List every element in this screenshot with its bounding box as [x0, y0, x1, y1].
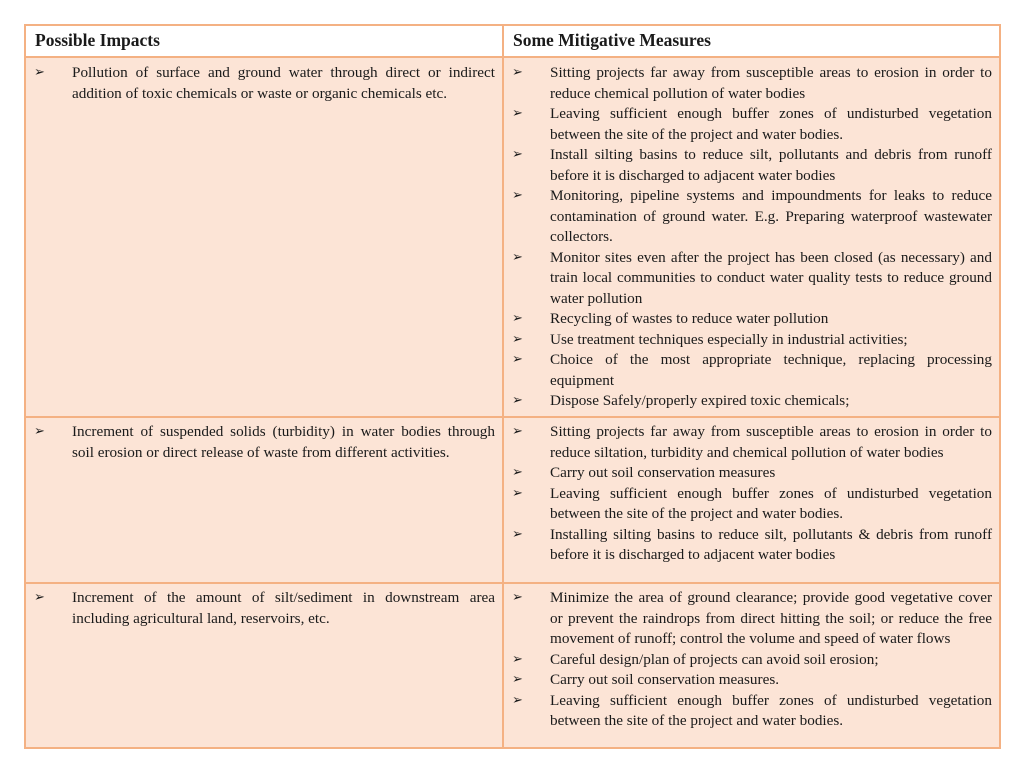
impact-cell — [25, 417, 503, 583]
arrowhead-bullet-icon: ➢ — [512, 692, 523, 708]
list-item — [512, 330, 992, 351]
list-item — [512, 248, 992, 310]
header-row — [25, 25, 1000, 57]
measure-text: Carry out soil conservation measures — [550, 464, 776, 481]
list-item — [34, 422, 495, 463]
list-item — [512, 350, 992, 391]
arrowhead-bullet-icon: ➢ — [512, 526, 523, 542]
impact-text: Pollution of surface and ground water through direct or indirect addition of toxic chemicals or waste or organic chemicals etc. — [72, 64, 495, 102]
table-row — [25, 583, 1000, 748]
list-item — [512, 391, 992, 412]
arrowhead-bullet-icon: ➢ — [512, 147, 523, 162]
list-item — [512, 145, 992, 186]
measure-text: Minimize the area of ground clearance; provide good vegetative cover or prevent the raindrops from direct hitting the soil; or reduce the free movement of runoff; control the volume and speed of water flows — [550, 589, 992, 647]
list-item — [512, 309, 992, 330]
impact-cell — [25, 583, 503, 748]
list-item — [512, 691, 992, 732]
table-row — [25, 417, 1000, 583]
arrowhead-bullet-icon: ➢ — [512, 249, 523, 265]
measure-text: Recycling of wastes to reduce water pollution — [550, 310, 829, 327]
list-item — [512, 63, 992, 104]
measures-cell — [503, 417, 1000, 583]
list-item — [512, 670, 992, 691]
impacts-mitigation-table — [24, 24, 1001, 749]
header-mitigative-measures: Some Mitigative Measures — [503, 25, 1000, 57]
impact-cell — [25, 57, 503, 417]
measure-text: Sitting projects far away from susceptible areas to erosion in order to reduce siltation, turbidity and chemical pollution of water bodies — [550, 423, 992, 461]
measures-cell — [503, 57, 1000, 417]
list-item — [512, 484, 992, 525]
header-possible-impacts: Possible Impacts — [25, 25, 503, 57]
arrowhead-bullet-icon: ➢ — [512, 311, 523, 326]
measure-text: Leaving sufficient enough buffer zones of undisturbed vegetation between the site of the project and water bodies. — [550, 484, 992, 522]
arrowhead-bullet-icon: ➢ — [34, 590, 45, 605]
measure-text: Dispose Safely/properly expired toxic chemicals; — [550, 392, 850, 409]
list-item — [34, 588, 495, 629]
arrowhead-bullet-icon: ➢ — [512, 651, 523, 667]
arrowhead-bullet-icon: ➢ — [512, 188, 523, 203]
list-item — [512, 186, 992, 248]
measure-text: Carry out soil conservation measures. — [550, 671, 780, 688]
measure-text: Monitoring, pipeline systems and impoundments for leaks to reduce contamination of ground water. E.g. Preparing waterproof wastewater collectors. — [550, 187, 992, 245]
impact-text: Increment of suspended solids (turbidity) in water bodies through soil erosion or direct release of waste from different activities. — [72, 423, 495, 461]
arrowhead-bullet-icon: ➢ — [512, 352, 523, 367]
table-row — [25, 57, 1000, 417]
arrowhead-bullet-icon: ➢ — [512, 590, 523, 605]
measure-text: Sitting projects far away from susceptible areas to erosion in order to reduce chemical pollution of water bodies — [550, 64, 992, 102]
arrowhead-bullet-icon: ➢ — [34, 65, 45, 80]
list-item — [512, 525, 992, 566]
list-item — [512, 104, 992, 145]
arrowhead-bullet-icon: ➢ — [512, 331, 523, 347]
measure-text: Use treatment techniques especially in industrial activities; — [550, 330, 908, 348]
arrowhead-bullet-icon: ➢ — [512, 424, 523, 439]
arrowhead-bullet-icon: ➢ — [512, 672, 523, 687]
list-item — [512, 463, 992, 484]
measure-text: Installing silting basins to reduce silt, pollutants & debris from runoff before it is discharged to adjacent water bodies — [550, 525, 992, 563]
arrowhead-bullet-icon: ➢ — [34, 424, 45, 439]
measures-cell — [503, 583, 1000, 748]
list-item — [512, 588, 992, 650]
arrowhead-bullet-icon: ➢ — [512, 65, 523, 80]
measure-text: Install silting basins to reduce silt, pollutants and debris from runoff before it is discharged to adjacent water bodies — [550, 146, 992, 184]
measure-text: Leaving sufficient enough buffer zones of undisturbed vegetation between the site of the project and water bodies. — [550, 691, 992, 729]
measure-text: Leaving sufficient enough buffer zones of undisturbed vegetation between the site of the project and water bodies. — [550, 105, 992, 143]
measure-text: Choice of the most appropriate technique, replacing processing equipment — [550, 351, 992, 389]
arrowhead-bullet-icon: ➢ — [512, 485, 523, 501]
list-item — [512, 650, 992, 671]
arrowhead-bullet-icon: ➢ — [512, 465, 523, 480]
arrowhead-bullet-icon: ➢ — [512, 106, 523, 121]
list-item — [512, 422, 992, 463]
arrowhead-bullet-icon: ➢ — [512, 393, 523, 408]
measure-text: Monitor sites even after the project has been closed (as necessary) and train local communities to conduct water quality tests to reduce ground water pollution — [550, 248, 992, 307]
impact-text: Increment of the amount of silt/sediment in downstream area including agricultural land, reservoirs, etc. — [72, 589, 495, 627]
list-item — [34, 63, 495, 104]
measure-text: Careful design/plan of projects can avoid soil erosion; — [550, 650, 879, 668]
